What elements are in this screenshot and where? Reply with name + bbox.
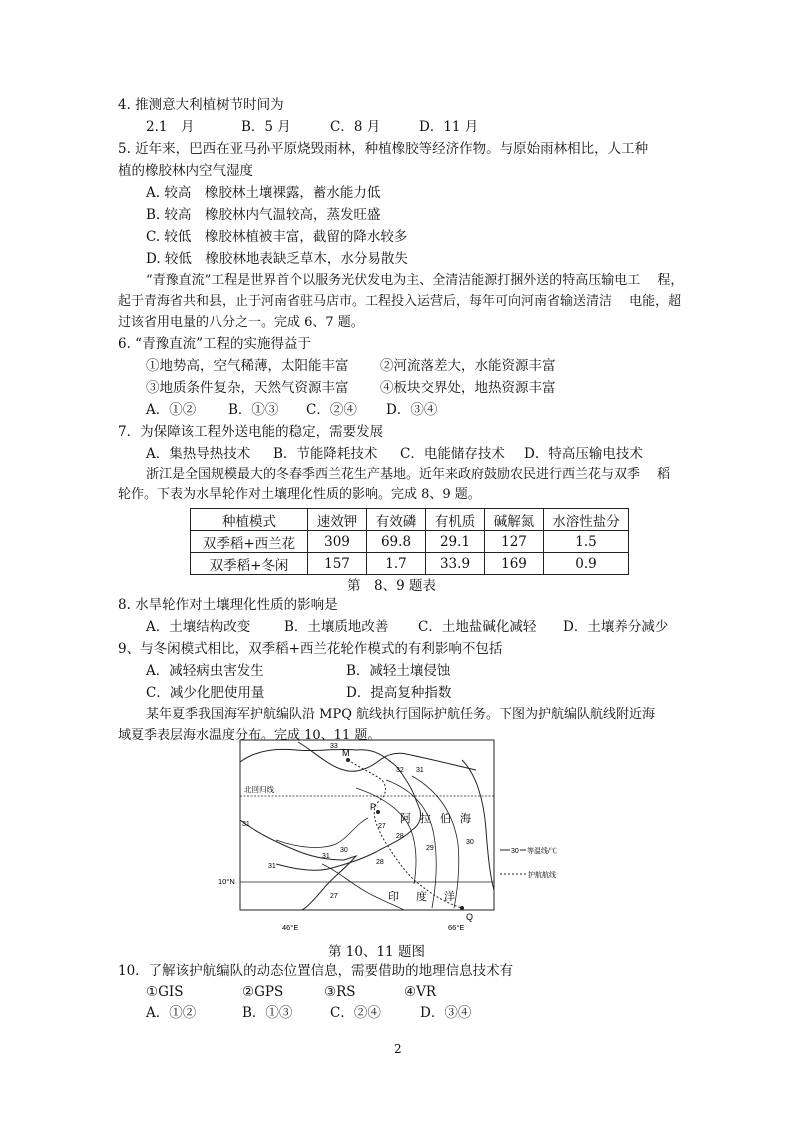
q4-option-d: D．11 月 <box>419 119 479 135</box>
table-header-cell: 有机质 <box>426 509 485 531</box>
isotherm-line <box>276 818 368 847</box>
q10-item-3: ③RS <box>324 984 356 1000</box>
sea-label-char: 阿 <box>400 813 411 825</box>
q5-stem-line2: 植的橡胶林内空气湿度 <box>118 163 253 179</box>
q9-option-a: A．减轻病虫害发生 <box>146 663 264 679</box>
table-row <box>191 553 629 575</box>
soil-properties-table <box>190 508 629 575</box>
table-cell: 双季稻+冬闲 <box>191 553 308 575</box>
sea-label-char: 海 <box>460 813 471 825</box>
passage3-line1: 某年夏季我国海军护航编队沿 MPQ 航线执行国际护航任务。下图为护航编队航线附近海 <box>146 707 655 722</box>
q5-stem-line1: 5. 近年来，巴西在亚马孙平原烧毁雨林，种植橡胶等经济作物。与原始雨林相比，人工种 <box>118 141 649 157</box>
passage2-line2: 轮作。下表为水旱轮作对土壤理化性质的影响。完成 8、9 题。 <box>118 487 481 502</box>
q10-option-b: B．①③ <box>242 1005 293 1021</box>
table-header-row <box>191 509 629 531</box>
longitude-66e-label: 66°E <box>448 923 465 932</box>
table-row <box>191 531 629 553</box>
table-header-cell: 有效磷 <box>367 509 426 531</box>
africa-coastline <box>240 820 356 910</box>
q9-option-c: C．减少化肥使用量 <box>146 685 265 701</box>
table-cell: 69.8 <box>367 531 426 553</box>
isotherm-line <box>356 788 416 884</box>
point-q-label: Q <box>466 912 474 922</box>
table-header-cell: 种植模式 <box>191 509 308 531</box>
q5-option-c: C. 较低 橡胶林植被丰富，截留的降水较多 <box>146 229 408 245</box>
q8-option-a: A．土壤结构改变 <box>146 619 251 635</box>
map-caption: 第 10、11 题图 <box>328 944 425 960</box>
table-cell: 309 <box>308 531 367 553</box>
q10-stem: 10．了解该护航编队的动态位置信息，需要借助的地理信息技术有 <box>118 963 514 979</box>
q6-item-2: ②河流落差大，水能资源丰富 <box>380 358 556 374</box>
passage2-line1: 浙江是全国规模最大的冬春季西兰花生产基地。近年来政府鼓励农民进行西兰花与双季 稻 <box>146 467 671 482</box>
point-m-marker <box>346 758 350 762</box>
q8-option-b: B．土壤质地改善 <box>284 619 389 635</box>
table-cell: 1.5 <box>544 531 629 553</box>
isotherm-value: 27 <box>330 893 338 900</box>
q6-stem: 6. “青豫直流”工程的实施得益于 <box>118 336 311 352</box>
q7-stem: 7．为保障该工程外送电能的稳定，需要发展 <box>118 424 384 440</box>
table-cell: 1.7 <box>367 553 426 575</box>
isotherm-value: 30 <box>466 839 474 846</box>
passage1-line3: 过该省用电量的八分之一。完成 6、7 题。 <box>118 315 364 330</box>
table-header-cell: 碱解氮 <box>485 509 544 531</box>
sea-label-char: 拉 <box>420 813 431 825</box>
passage3-line2: 域夏季表层海水温度分布。完成 10、11 题。 <box>118 728 381 743</box>
q10-item-1: ①GIS <box>146 984 184 1000</box>
isotherm-value: 31 <box>242 821 250 828</box>
q4-option-a: 2.1 月 <box>146 119 195 135</box>
point-p-label: P <box>370 802 377 812</box>
india-coastline <box>462 760 494 890</box>
arabian-coastline <box>240 749 421 870</box>
escort-route <box>348 760 462 908</box>
sea-label-char: 伯 <box>440 813 451 825</box>
q8-option-d: D．土壤养分减少 <box>563 619 669 635</box>
point-q-marker <box>460 906 464 910</box>
q4-stem: 4. 推测意大利植树节时间为 <box>118 97 284 113</box>
q7-option-d: D．特高压输电技术 <box>524 446 643 462</box>
table-cell: 33.9 <box>426 553 485 575</box>
q9-stem: 9、与冬闲模式相比，双季稻+西兰花轮作模式的有利影响不包括 <box>118 641 503 657</box>
isotherm-value: 31 <box>416 767 424 774</box>
q6-item-4: ④板块交界处，地热资源丰富 <box>380 380 556 396</box>
q5-option-b: B. 较高 橡胶林内气温较高，蒸发旺盛 <box>146 207 381 223</box>
table-cell: 0.9 <box>544 553 629 575</box>
table-header-cell: 水溶性盐分 <box>544 509 629 531</box>
point-m-label: M <box>342 748 350 758</box>
q10-item-2: ②GPS <box>242 984 284 1000</box>
q6-option-a: A．①② <box>146 402 197 418</box>
q10-option-a: A．①② <box>146 1005 197 1021</box>
q9-option-d: D．提高复种指数 <box>346 685 452 701</box>
q10-option-d: D．③④ <box>420 1005 472 1021</box>
ocean-label-char: 印 <box>388 891 399 903</box>
latitude-10n-label: 10°N <box>218 877 235 886</box>
isotherm-value: 29 <box>426 845 434 852</box>
page-number: 2 <box>394 1042 402 1056</box>
passage1-line1: “青豫直流”工程是世界首个以服务光伏发电为主、全清洁能源打捆外送的特高压输电工 程， <box>146 273 684 288</box>
isotherm-line <box>386 780 436 908</box>
legend-route-label: 护航航线 <box>528 872 556 879</box>
isotherm-value: 27 <box>378 823 386 830</box>
isotherm-value: 28 <box>376 859 384 866</box>
table-header-cell: 速效钾 <box>308 509 367 531</box>
tropic-of-cancer-label: 北回归线 <box>244 785 274 794</box>
isotherm-value: 31 <box>322 853 330 860</box>
q7-option-b: B．节能降耗技术 <box>273 446 378 462</box>
table-cell: 29.1 <box>426 531 485 553</box>
q10-item-4: ④VR <box>404 984 437 1000</box>
q9-option-b: B．减轻土壤侵蚀 <box>346 663 451 679</box>
isotherm-value: 30 <box>340 847 348 854</box>
q7-option-c: C．电能储存技术 <box>400 446 505 462</box>
q5-option-a: A. 较高 橡胶林土壤裸露，蓄水能力低 <box>146 185 381 201</box>
legend-isotherm-label: 等温线/℃ <box>527 848 557 855</box>
table-cell: 127 <box>485 531 544 553</box>
legend-isotherm-value: 30 <box>511 848 519 855</box>
longitude-46e-label: 46°E <box>282 923 299 932</box>
q6-option-c: C．②④ <box>306 402 357 418</box>
table-cell: 双季稻+西兰花 <box>191 531 308 553</box>
q6-option-b: B．①③ <box>228 402 279 418</box>
isotherm-value: 28 <box>396 833 404 840</box>
q7-option-a: A．集热导热技术 <box>146 446 251 462</box>
q10-option-c: C．②④ <box>330 1005 381 1021</box>
isotherm-value: 33 <box>330 743 338 750</box>
isotherm-value: 31 <box>268 863 276 870</box>
table-caption: 第 8、9 题表 <box>347 578 436 594</box>
isotherm-line <box>322 864 404 910</box>
passage1-line2: 起于青海省共和县，止于河南省驻马店市。工程投入运营后，每年可向河南省输送清洁 电能，超 <box>118 294 682 309</box>
iran-coastline <box>298 742 476 771</box>
ocean-label-char: 洋 <box>444 891 455 903</box>
point-p-marker <box>376 810 380 814</box>
q8-stem: 8. 水旱轮作对土壤理化性质的影响是 <box>118 597 338 613</box>
table-cell: 157 <box>308 553 367 575</box>
q8-option-c: C．土地盐碱化减轻 <box>418 619 537 635</box>
q6-item-3: ③地质条件复杂，天然气资源丰富 <box>146 380 349 396</box>
sea-temperature-map <box>218 740 498 940</box>
q4-option-b: B．5 月 <box>241 119 291 135</box>
q6-option-d: D．③④ <box>386 402 438 418</box>
table-cell: 169 <box>485 553 544 575</box>
q5-option-d: D. 较低 橡胶林地表缺乏草木，水分易散失 <box>146 251 408 267</box>
q4-option-c: C．8 月 <box>330 119 381 135</box>
q6-item-1: ①地势高，空气稀薄，太阳能丰富 <box>146 358 349 374</box>
isotherm-value: 32 <box>396 767 404 774</box>
ocean-label-char: 度 <box>416 891 427 903</box>
map-legend <box>500 840 570 888</box>
